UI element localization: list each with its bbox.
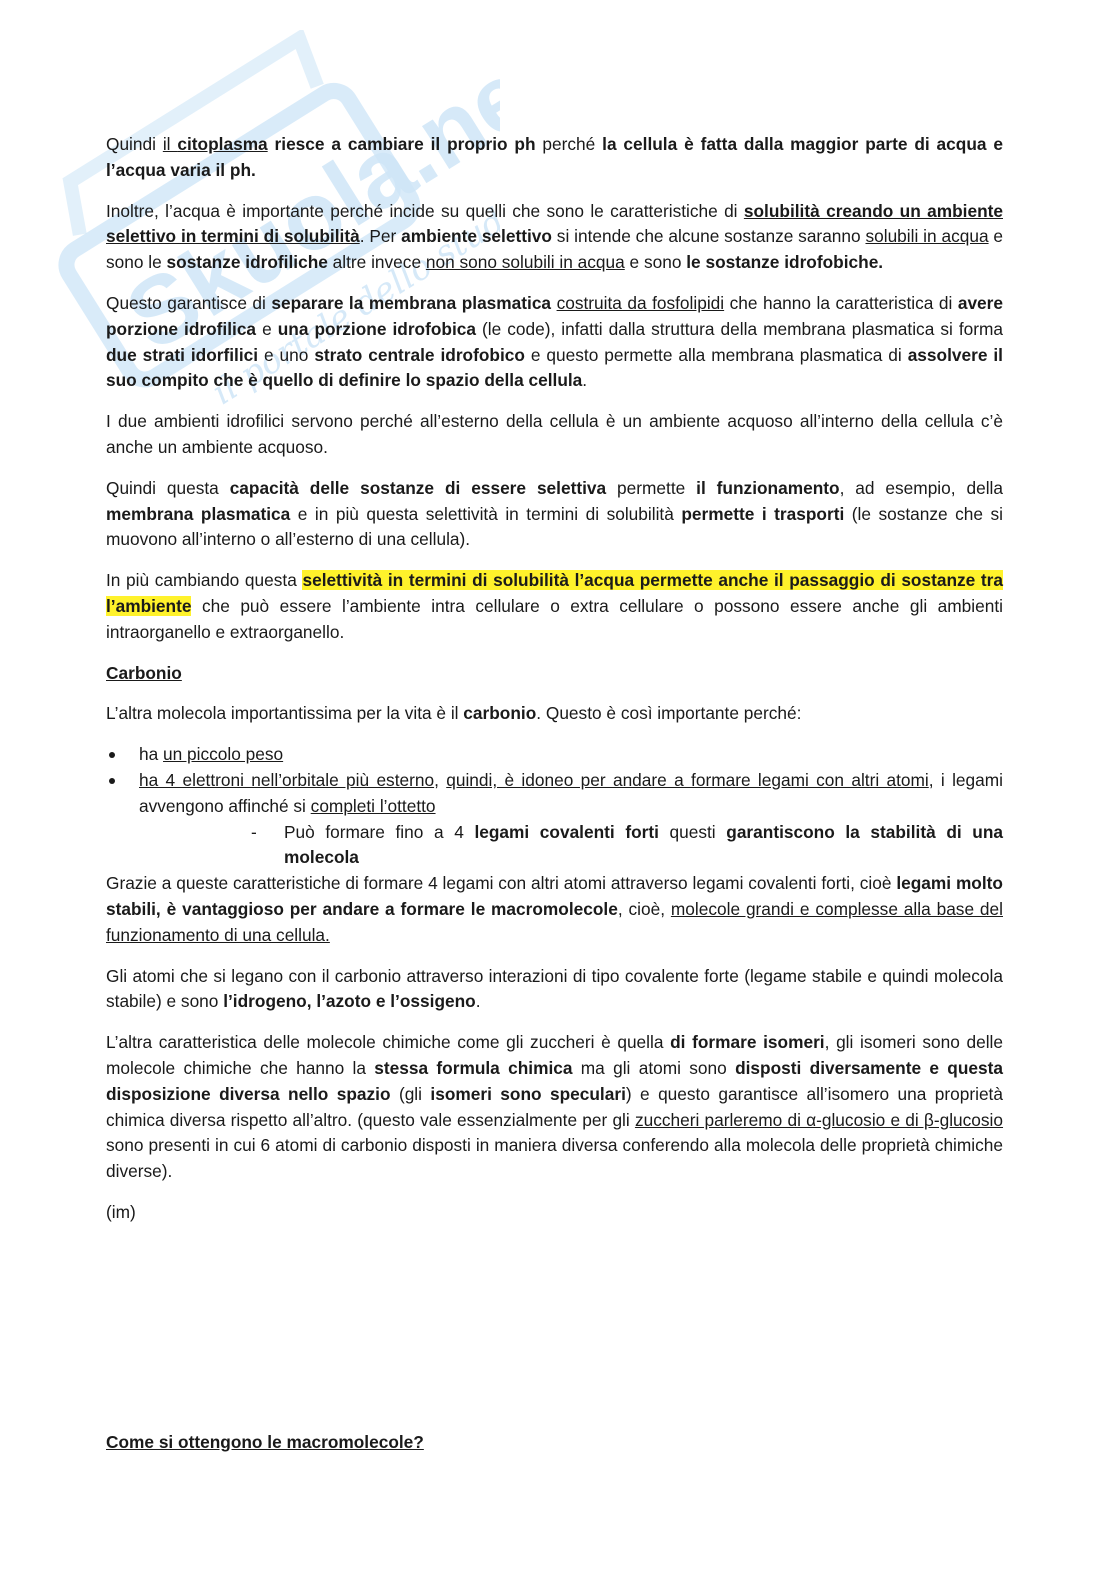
watermark-tagline: il portale dello studente — [205, 160, 500, 413]
text-run: e questo permette alla membrana plasmatica di — [524, 344, 908, 365]
text-run: le sostanze idrofobiche. — [686, 252, 884, 273]
text-run: Gli atomi che si legano con il carbonio attraverso interazioni di tipo covalente forte (legame stabile e quindi molecola stabile) e sono — [106, 965, 1003, 1012]
text-run: selettività in termini di solubilità l’acqua permette anche il passaggio di sostanze tra l’ambiente — [106, 570, 1003, 616]
text-run: . — [475, 991, 481, 1012]
text-run: . Questo è così importante perché: — [536, 703, 802, 724]
text-run: molecole grandi e complesse alla base del funzionamento di una cellula. — [106, 898, 1003, 945]
text-run: perché — [535, 134, 603, 154]
text-run: citoplasma — [177, 134, 268, 154]
text-run: separare la membrana plasmatica — [271, 292, 552, 313]
text-run: carbonio — [463, 703, 537, 724]
text-run: che hanno la caratteristica di — [724, 292, 958, 313]
text-run: la cellula è fatta dalla maggior parte di acqua e l’acqua varia il ph. — [106, 134, 1003, 180]
text-run: Può formare fino a 4 — [284, 821, 475, 842]
text-run: (im) — [106, 1201, 136, 1222]
text-run: completi l’ottetto — [310, 795, 436, 816]
paragraph-passaggio-sostanze — [106, 568, 1003, 645]
dash-marker: - — [251, 821, 257, 842]
text-run: si intende che alcune sostanze saranno — [551, 226, 866, 247]
text-run: zuccheri parleremo di α-glucosio e di β-glucosio — [634, 1109, 1004, 1130]
text-run: . — [582, 370, 588, 391]
text-run: solubilità creando un ambiente selettivo in termini di solubilità — [106, 200, 1003, 247]
carbonio-bullet-list — [106, 742, 1003, 819]
paragraph-selettivita — [106, 476, 1003, 553]
text-run: di formare isomeri — [670, 1032, 825, 1053]
text-run: L’altra caratteristica delle molecole chimiche come gli zuccheri è quella — [106, 1032, 671, 1053]
heading-carbonio — [106, 661, 1003, 687]
paragraph-macromolecole — [106, 871, 1003, 948]
text-run: In più cambiando questa — [106, 570, 303, 591]
paragraph-membrana — [106, 291, 1003, 394]
text-run: strato centrale idrofobico — [314, 344, 525, 365]
text-run: (le code), infatti dalla struttura della membrana plasmatica si forma — [476, 318, 1003, 339]
text-run: e — [256, 318, 278, 339]
text-run: il — [162, 134, 178, 154]
text-run: Inoltre, l’acqua è importante perché incide su quelli che sono le caratteristiche di — [106, 200, 744, 221]
text-run: legami molto stabili, è vantaggioso per andare a formare le macromolecole — [106, 873, 1003, 919]
text-run: Come si ottengono le macromolecole? — [106, 1432, 424, 1452]
text-run: avere porzione idrofilica — [106, 292, 1003, 339]
list-item — [106, 768, 1003, 820]
text-run: , — [434, 769, 447, 790]
text-run: permette — [606, 477, 697, 498]
paragraph-solubilita — [106, 199, 1003, 276]
text-run: sostanze idrofiliche — [166, 252, 328, 273]
paragraph-isomeri — [106, 1030, 1003, 1185]
text-run: , gli isomeri sono delle molecole chimiche che hanno la — [106, 1032, 1003, 1078]
paragraph-carbonio-intro — [106, 701, 1003, 727]
document-page — [106, 132, 1003, 1241]
text-run: (le sostanze che si muovono all’interno o all’esterno di una cellula). — [106, 503, 1004, 550]
text-run: che può essere l’ambiente intra cellulare o extra cellulare o possono essere anche gli ambienti intraorganello e extraorganello. — [106, 595, 1003, 642]
text-run: isomeri sono speculari — [430, 1083, 626, 1104]
text-run: , i legami avvengono affinché si — [139, 769, 1003, 816]
text-run: legami covalenti forti — [474, 821, 659, 842]
list-item — [106, 742, 1003, 768]
text-run: ha 4 elettroni nell’orbitale più esterno — [139, 769, 435, 790]
text-run: e sono — [624, 252, 687, 273]
text-run: ) e questo garantisce all’isomero una proprietà chimica diversa rispetto all’altro. (questo vale essenzialmente per gli — [106, 1083, 1003, 1130]
paragraph-ambienti-idrofilici — [106, 409, 1003, 461]
paragraph-im — [106, 1200, 1003, 1226]
heading-come-si-ottengono — [106, 1430, 424, 1456]
text-run: e uno — [258, 344, 315, 365]
text-run: l’idrogeno, l’azoto e l’ossigeno — [223, 991, 476, 1012]
text-run: , cioè, — [617, 898, 671, 919]
text-run: e in più questa selettività in termini di solubilità — [290, 503, 682, 524]
text-run: una porzione idrofobica — [277, 318, 476, 339]
text-run: garantiscono la stabilità di una molecola — [284, 821, 1004, 868]
text-run: non sono solubili in acqua — [425, 252, 625, 273]
text-run: I due ambienti idrofilici servono perché all’esterno della cellula è un ambiente acquoso all’interno della cellula c’è anche un ambiente acquoso. — [106, 411, 1003, 457]
text-run: (gli — [390, 1083, 431, 1104]
text-run: Grazie a queste caratteristiche di formare 4 legami con altri atomi attraverso legami covalenti forti, cioè — [106, 873, 897, 894]
text-run: quindi, è idoneo per andare a formare legami con altri atomi — [446, 769, 929, 790]
sub-list-item — [251, 820, 1004, 872]
text-run: due strati idorfilici — [106, 344, 259, 365]
paragraph-atomi — [106, 964, 1003, 1016]
watermark-brand: Skuola.net — [108, 30, 500, 372]
sub-list-text — [284, 822, 1003, 868]
text-run: questi — [658, 821, 727, 842]
text-run: assolvere il suo compito che è quello di definire lo spazio della cellula — [106, 344, 1003, 391]
text-run: . Per — [359, 226, 402, 247]
text-run: ha — [139, 744, 164, 765]
text-run: ambiente selettivo — [401, 226, 552, 247]
text-run: Questo garantisce di — [106, 292, 272, 313]
text-run: un piccolo peso — [163, 744, 284, 765]
text-run: stessa formula chimica — [374, 1057, 573, 1078]
text-run: disposti diversamente e questa disposizione diversa nello spazio — [106, 1057, 1004, 1104]
text-run: membrana plasmatica — [106, 503, 291, 524]
text-run: Quindi questa — [106, 477, 230, 498]
text-run: Carbonio — [106, 662, 182, 683]
text-run: altre invece — [327, 252, 426, 273]
paragraph-citoplasma — [106, 132, 1003, 184]
text-run: sono presenti in cui 6 atomi di carbonio disposti in maniera diversa conferendo alla molecola delle proprietà chimiche diverse). — [106, 1135, 1003, 1182]
text-run: , ad esempio, della — [839, 477, 1003, 498]
text-run: riesce a cambiare il proprio ph — [267, 134, 536, 154]
text-run: ma gli atomi sono — [572, 1057, 736, 1078]
text-run: L’altra molecola importantissima per la vita è il — [106, 703, 464, 724]
text-run: permette i trasporti — [681, 503, 845, 524]
text-run: costruita da fosfolipidi — [556, 292, 725, 313]
text-run: Quindi — [106, 134, 163, 154]
text-run: capacità delle sostanze di essere selettiva — [229, 477, 607, 498]
text-run: il funzionamento — [696, 477, 840, 498]
text-run: e sono le — [106, 226, 1004, 273]
text-run: solubili in acqua — [865, 226, 989, 247]
